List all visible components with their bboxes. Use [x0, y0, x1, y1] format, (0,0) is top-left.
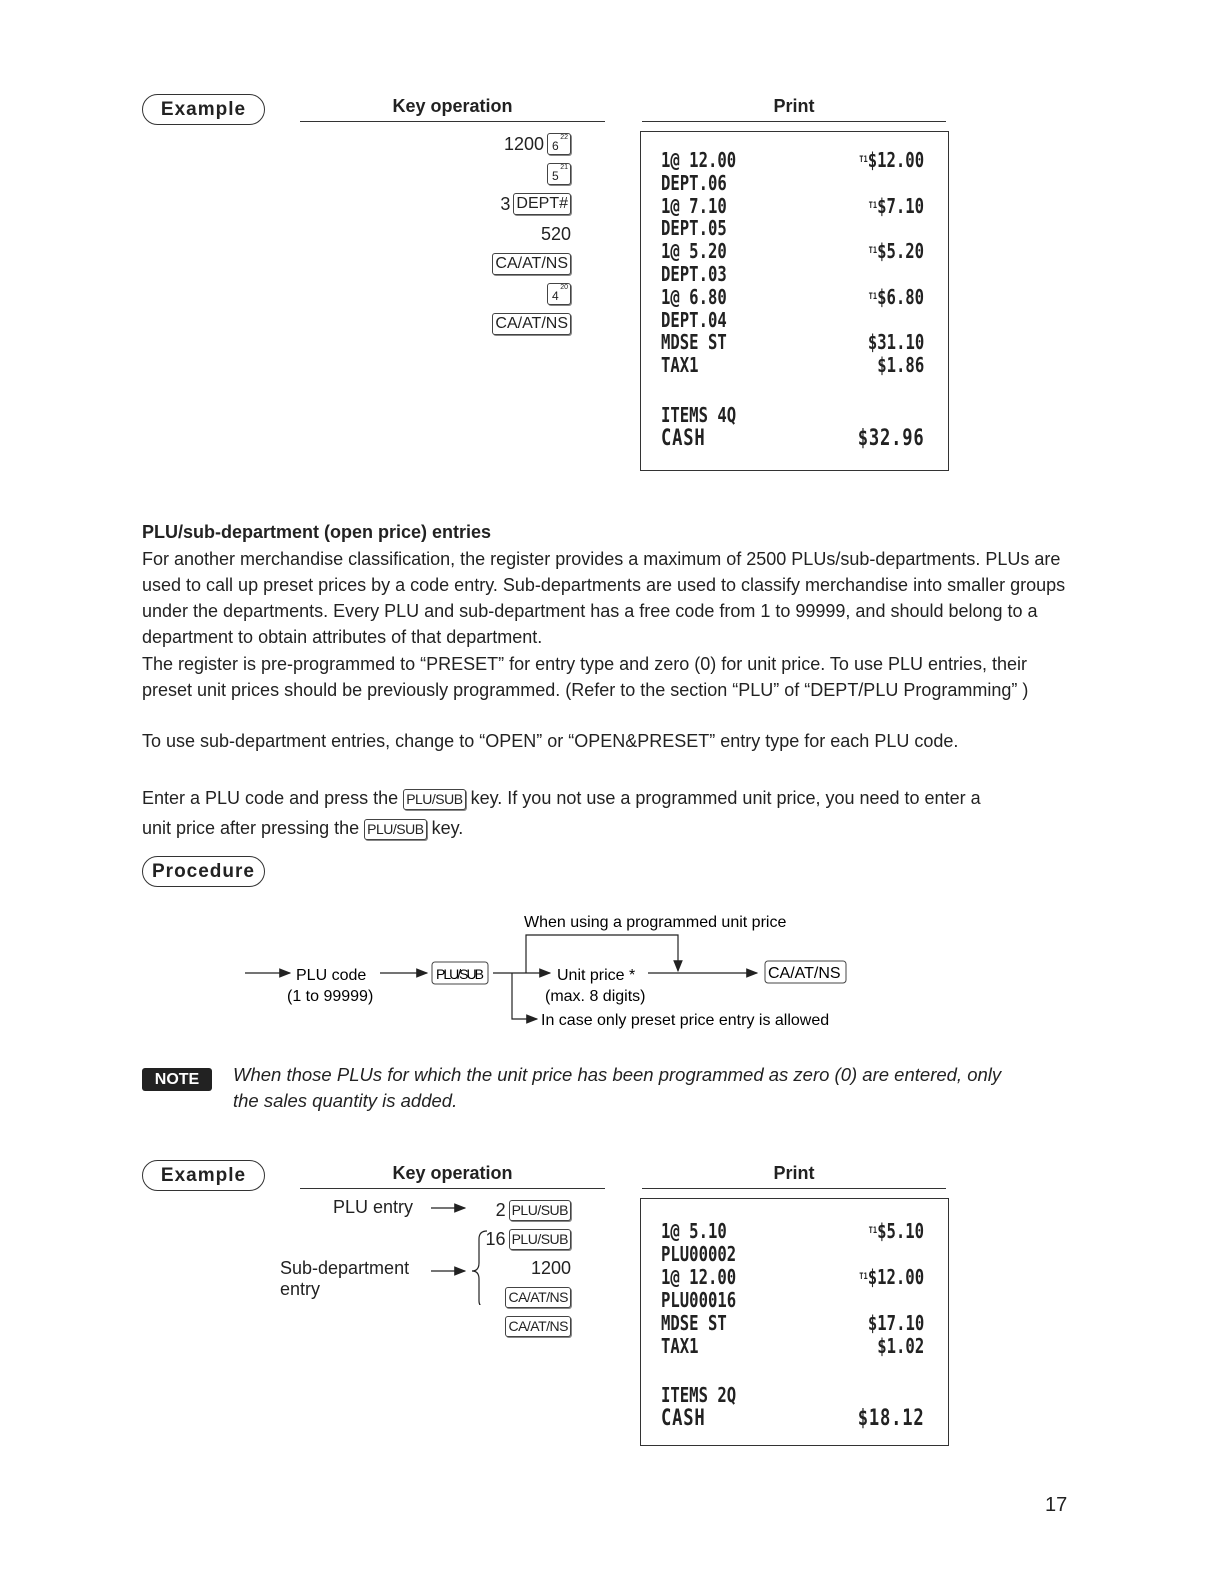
key-operation-row	[500, 191, 571, 217]
paragraph-plu-intro: For another merchandise classification, the register provides a maximum of 2500 PLUs/sub-departments. PLUs are used to call up preset prices by a code entry. Sub-departments are used to classify merchandise into smaller groups under the departments. Every PLU and sub-department has a free code from 1 to 99999, and should belong to a department to obtain attributes of that department.	[142, 549, 1066, 647]
receipt-line-left: MDSE ST	[661, 1311, 727, 1335]
key-operation-row	[547, 161, 571, 187]
receipt-line-left: DEPT.06	[661, 170, 727, 195]
receipt-line	[661, 354, 924, 377]
key-entry-value: 3	[500, 193, 511, 214]
numeric-key-label: 5	[552, 169, 559, 183]
receipt-line	[661, 331, 924, 354]
receipt-amount: $12.00	[867, 1265, 924, 1289]
receipt-line	[661, 240, 924, 263]
receipt-line-right	[877, 1335, 924, 1358]
receipt-amount: $1.02	[877, 1334, 924, 1358]
receipt-line-left: DEPT.05	[661, 216, 727, 241]
numeric-key-label: 4	[552, 289, 559, 303]
numeric-key-dept: 22	[560, 134, 568, 141]
tax-flag: T1	[868, 246, 878, 257]
receipt-amount: $5.10	[877, 1219, 924, 1243]
receipt-line	[661, 1266, 924, 1289]
receipt-amount: $6.80	[877, 284, 924, 309]
receipt-line	[661, 195, 924, 218]
key-operation-row	[505, 1284, 571, 1310]
receipt-print	[640, 131, 949, 471]
preset-only-label: In case only preset price entry is allowed	[541, 1012, 830, 1029]
function-key: CA/AT/NS	[492, 253, 571, 275]
key-operation-row	[531, 1255, 571, 1281]
receipt-line-left: PLU00002	[661, 1242, 737, 1266]
print-rule	[642, 121, 946, 122]
key-operation-row	[505, 1313, 571, 1339]
receipt-items-text: ITEMS 2Q	[661, 1383, 737, 1407]
receipt-line	[661, 217, 924, 240]
tax-flag: T1	[859, 1272, 868, 1282]
key-operation-row	[541, 221, 571, 247]
numeric-key	[547, 133, 571, 155]
receipt-line-right	[877, 354, 924, 377]
key-operation-header: Key operation	[392, 1163, 513, 1183]
key-entry-value: 16	[485, 1228, 506, 1249]
function-key: CA/AT/NS	[505, 1287, 571, 1308]
tax-flag: T1	[868, 1226, 878, 1236]
key-entry-value: 1200	[530, 1257, 571, 1278]
cash-total: $32.96	[857, 426, 924, 451]
receipt-line-left: 1@ 7.10	[661, 193, 727, 218]
paragraph-open: To use sub-department entries, change to “OPEN” or “OPEN&PRESET” entry type for each PLU code.	[142, 731, 959, 751]
key-operation-row	[486, 1226, 571, 1252]
receipt-line-right	[868, 1312, 924, 1335]
tax-flag: T1	[859, 155, 868, 165]
unit-price-text-b: key.	[431, 818, 464, 838]
numeric-key	[547, 283, 571, 305]
numeric-key-dept: 21	[560, 164, 568, 171]
receipt-line-left: 1@ 12.00	[661, 1265, 737, 1289]
receipt-items-count	[661, 404, 924, 427]
function-key: CA/AT/NS	[492, 313, 571, 335]
unit-price-label: Unit price *	[557, 967, 636, 984]
paragraph-unit-price	[142, 815, 1082, 841]
receipt-line	[661, 1220, 924, 1243]
function-key: PLU/SUB	[509, 1229, 571, 1250]
receipt-line-right	[869, 240, 924, 263]
note-text-line1: When those PLUs for which the unit price has been programmed as zero (0) are entered, only	[233, 1064, 1002, 1085]
top-label: When using a programmed unit price	[524, 914, 787, 931]
subdept-label-line2: entry	[280, 1279, 321, 1299]
key-operation-header: Key operation	[392, 96, 513, 116]
receipt-line	[661, 1289, 924, 1312]
section-heading: PLU/sub-department (open price) entries	[142, 522, 492, 542]
receipt-line-right	[869, 1220, 924, 1243]
tax-flag: T1	[868, 200, 878, 211]
receipt-amount: $5.20	[877, 239, 924, 264]
receipt-cash-total	[661, 1407, 924, 1433]
enter-plu-text-b: key. If you not use a programmed unit price, you need to enter a	[470, 788, 981, 808]
numeric-key-dept: 20	[560, 284, 568, 291]
receipt-line	[661, 1243, 924, 1266]
receipt-line	[661, 286, 924, 309]
receipt-line-right	[859, 1266, 924, 1289]
receipt-line-right	[868, 331, 924, 354]
enter-plu-text-a: Enter a PLU code and press the	[142, 788, 399, 808]
cash-total: $18.12	[857, 1406, 924, 1431]
numeric-key-label: 6	[552, 139, 559, 153]
receipt-items-count	[661, 1384, 924, 1407]
receipt-line-left: 1@ 12.00	[661, 148, 737, 172]
plu-entry-label: PLU entry	[333, 1197, 414, 1217]
receipt-line-right	[869, 286, 924, 309]
note-text-line2: the sales quantity is added.	[233, 1090, 458, 1111]
receipt-line-right	[859, 149, 924, 172]
procedure-badge: Procedure	[142, 856, 265, 887]
key-operation-rule	[300, 1188, 605, 1189]
example-badge: Example	[142, 1160, 265, 1191]
paragraph-preset: The register is pre-programmed to “PRESET” for entry type and zero (0) for unit price. To use PLU entries, their preset unit prices should be previously programmed. (Refer to the section “PLU” of “DEPT/PLU Programming” )	[142, 654, 1029, 700]
key-operation-list	[300, 1197, 571, 1347]
receipt-line-left: TAX1	[661, 1334, 699, 1358]
key-operation-row	[492, 251, 571, 277]
plu-code-label: PLU code	[296, 967, 367, 984]
key-entry-value: 2	[495, 1199, 506, 1220]
receipt-amount: $12.00	[867, 148, 924, 172]
key-entry-value: 520	[540, 223, 571, 244]
key-entry-value: 1200	[503, 133, 544, 154]
receipt-line-left: DEPT.04	[661, 307, 727, 332]
receipt-line	[661, 1312, 924, 1335]
key-operation-row	[504, 131, 571, 157]
svg-text:PLU/SUB: PLU/SUB	[436, 966, 484, 982]
print-header: Print	[773, 1163, 815, 1183]
receipt-line	[661, 1335, 924, 1358]
receipt-line-left: 1@ 6.80	[661, 284, 727, 309]
page-number: 17	[1045, 1494, 1068, 1516]
receipt-line-left: 1@ 5.10	[661, 1219, 727, 1243]
tax-flag: T1	[868, 291, 878, 302]
example-badge: Example	[142, 94, 265, 125]
max-digits-label: (max. 8 digits)	[545, 988, 646, 1005]
svg-text:CA/AT/NS: CA/AT/NS	[768, 965, 841, 982]
function-key: DEPT#	[513, 193, 571, 215]
receipt-line-right	[869, 195, 924, 218]
plu-sub-key: PLU/SUB	[364, 819, 426, 840]
cash-label: CASH	[661, 426, 706, 451]
print-header: Print	[773, 96, 815, 116]
receipt-amount: $1.86	[877, 353, 924, 378]
receipt-amount: $31.10	[867, 330, 924, 355]
receipt-line-left: 1@ 5.20	[661, 239, 727, 264]
receipt-line-left: MDSE ST	[661, 330, 727, 355]
numeric-key	[547, 163, 571, 185]
receipt-amount: $7.10	[877, 193, 924, 218]
ca-at-ns-key-diagram	[765, 961, 846, 983]
receipt-items-text: ITEMS 4Q	[661, 403, 737, 427]
key-operation-list	[300, 131, 571, 341]
receipt-line-left: PLU00016	[661, 1288, 737, 1312]
plu-sub-key-diagram	[432, 962, 488, 984]
key-operation-row	[547, 281, 571, 307]
subdept-label-line1: Sub-department	[280, 1258, 410, 1278]
receipt-line	[661, 263, 924, 286]
unit-price-text-a: unit price after pressing the	[142, 818, 360, 838]
plu-range-label: (1 to 99999)	[287, 988, 374, 1005]
plu-sub-key: PLU/SUB	[403, 789, 465, 810]
receipt-line-left: TAX1	[661, 353, 699, 378]
receipt-line	[661, 172, 924, 195]
cash-label: CASH	[661, 1406, 706, 1431]
receipt-print	[640, 1198, 949, 1446]
procedure-diagram	[230, 905, 870, 1035]
receipt-line	[661, 309, 924, 332]
print-rule	[642, 1188, 946, 1189]
function-key: PLU/SUB	[509, 1200, 571, 1221]
receipt-amount: $17.10	[867, 1311, 924, 1335]
key-operation-row	[492, 311, 571, 337]
note-tag: NOTE	[142, 1068, 212, 1091]
key-operation-rule	[300, 121, 605, 122]
key-operation-row	[496, 1197, 571, 1223]
receipt-cash-total	[661, 427, 924, 453]
function-key: CA/AT/NS	[505, 1316, 571, 1337]
receipt-line-left: DEPT.03	[661, 262, 727, 286]
paragraph-enter-plu	[142, 785, 1142, 811]
receipt-line	[661, 149, 924, 172]
preset-only-line	[512, 973, 537, 1019]
